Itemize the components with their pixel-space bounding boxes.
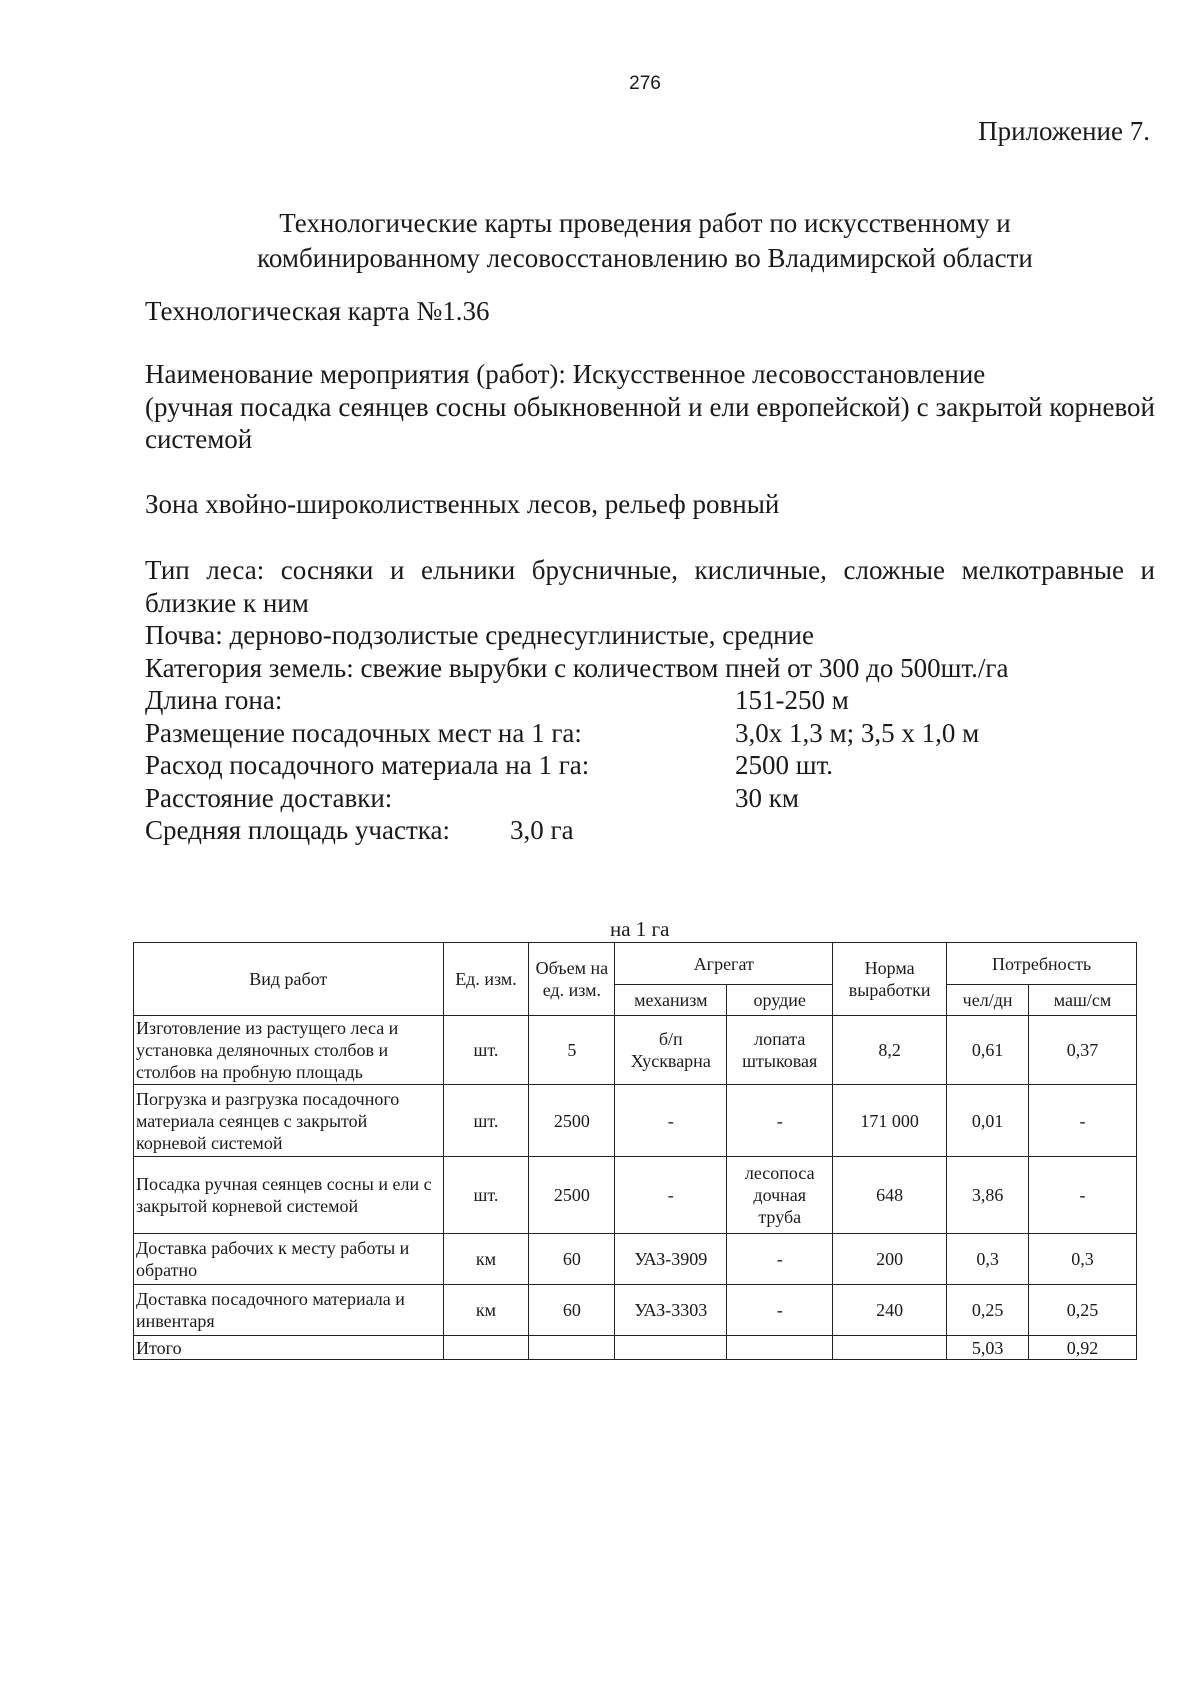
table-row <box>134 1285 1137 1336</box>
param-value: 3,0х 1,3 м; 3,5 х 1,0 м <box>735 717 980 748</box>
param-row <box>145 684 1155 717</box>
cell-norm: 8,2 <box>833 1016 947 1085</box>
header-man-days: чел/дн <box>947 985 1029 1016</box>
cell-total-label: Итого <box>134 1336 444 1360</box>
param-row <box>145 717 1155 750</box>
header-norm: Норма выработки <box>833 943 947 1016</box>
cell-volume: 2500 <box>529 1085 615 1157</box>
zone-text: Зона хвойно-широколиственных лесов, рельеф ровный <box>145 489 780 519</box>
header-aggregate: Агрегат <box>615 943 833 985</box>
table-caption: на 1 га <box>610 917 670 941</box>
param-value: 30 км <box>735 782 799 813</box>
cell-volume: 2500 <box>529 1157 615 1234</box>
cell-machine-shifts: - <box>1029 1085 1137 1157</box>
table-row <box>134 1085 1137 1157</box>
cell-man-days: 0,01 <box>947 1085 1029 1157</box>
cell-unit: км <box>443 1234 529 1285</box>
cell-work: Погрузка и разгрузка посадочного материала сеянцев с закрытой корневой системой <box>134 1085 444 1157</box>
cell-norm: 240 <box>833 1285 947 1336</box>
appendix-label: Приложение 7. <box>978 116 1150 146</box>
cell-empty <box>833 1336 947 1360</box>
cell-mechanism: - <box>615 1085 727 1157</box>
forest-type: Тип леса: сосняки и ельники брусничные, кисличные, сложные мелкотравные и близкие к ним <box>145 555 1155 618</box>
cell-mechanism: УАЗ-3909 <box>615 1234 727 1285</box>
cell-norm: 200 <box>833 1234 947 1285</box>
cell-tool: - <box>727 1234 833 1285</box>
cell-machine-shifts: 0,3 <box>1029 1234 1137 1285</box>
area-label: Средняя площадь участка: <box>145 815 450 845</box>
cell-machine-shifts: 0,25 <box>1029 1285 1137 1336</box>
cell-tool: - <box>727 1285 833 1336</box>
cell-mechanism: - <box>615 1157 727 1234</box>
measure-line: (ручная посадка сеянцев сосны обыкновенной и ели европейской) с закрытой корневой системой <box>145 391 1155 454</box>
document-title <box>130 206 1160 276</box>
soil: Почва: дерново-подзолистые среднесуглинистые, средние <box>145 620 814 650</box>
cell-work: Изготовление из растущего леса и установка деляночных столбов и столбов на пробную площадь <box>134 1016 444 1085</box>
cell-unit: шт. <box>443 1085 529 1157</box>
header-mechanism: механизм <box>615 985 727 1016</box>
cell-total-machine-shifts: 0,92 <box>1029 1336 1137 1360</box>
table-row <box>134 1157 1137 1234</box>
cell-empty <box>529 1336 615 1360</box>
land-category: Категория земель: свежие вырубки с количеством пней от 300 до 500шт./га <box>145 652 1009 683</box>
param-value: 2500 шт. <box>735 750 834 780</box>
param-label: Расстояние доставки: <box>145 782 393 813</box>
title-line: Технологические карты проведения работ по искусственному и <box>279 208 1011 238</box>
cell-man-days: 0,61 <box>947 1016 1029 1085</box>
cell-man-days: 3,86 <box>947 1157 1029 1234</box>
title-line: комбинированному лесовосстановлению во Владимирской области <box>257 243 1033 273</box>
cell-tool: лопата штыковая <box>727 1016 833 1085</box>
area-value: 3,0 га <box>510 815 574 845</box>
header-tool: орудие <box>727 985 833 1016</box>
cell-man-days: 0,3 <box>947 1234 1029 1285</box>
cell-empty <box>615 1336 727 1360</box>
cell-volume: 5 <box>529 1016 615 1085</box>
cell-total-man-days: 5,03 <box>947 1336 1029 1360</box>
cell-norm: 171 000 <box>833 1085 947 1157</box>
cell-mechanism: б/п Хускварна <box>615 1016 727 1085</box>
parameters-block <box>145 554 1155 847</box>
param-label: Размещение посадочных мест на 1 га: <box>145 717 582 748</box>
total-row <box>134 1336 1137 1360</box>
card-number: Технологическая карта №1.36 <box>145 296 490 326</box>
cell-tool: лесопоса дочная труба <box>727 1157 833 1234</box>
param-row <box>145 749 1155 782</box>
cell-machine-shifts: 0,37 <box>1029 1016 1137 1085</box>
param-label: Расход посадочного материала на 1 га: <box>145 750 590 780</box>
header-unit: Ед. изм. <box>443 943 529 1016</box>
header-need: Потребность <box>947 943 1137 985</box>
cell-empty <box>727 1336 833 1360</box>
works-table <box>133 942 1137 1360</box>
param-value: 151-250 м <box>735 685 849 715</box>
cell-volume: 60 <box>529 1234 615 1285</box>
page-number: 276 <box>629 73 661 94</box>
header-machine-shifts: маш/см <box>1029 985 1137 1016</box>
cell-work: Доставка посадочного материала и инвентаря <box>134 1285 444 1336</box>
param-row <box>145 782 1155 815</box>
header-work: Вид работ <box>134 943 444 1016</box>
measure-name <box>145 358 1155 456</box>
measure-line: Наименование мероприятия (работ): Искусственное лесовосстановление <box>145 359 986 389</box>
cell-mechanism: УАЗ-3303 <box>615 1285 727 1336</box>
cell-unit: шт. <box>443 1016 529 1085</box>
cell-tool: - <box>727 1085 833 1157</box>
param-label: Длина гона: <box>145 685 283 715</box>
cell-work: Доставка рабочих к месту работы и обратно <box>134 1234 444 1285</box>
cell-norm: 648 <box>833 1157 947 1234</box>
cell-work: Посадка ручная сеянцев сосны и ели с закрытой корневой системой <box>134 1157 444 1234</box>
table-row <box>134 1016 1137 1085</box>
cell-unit: шт. <box>443 1157 529 1234</box>
cell-machine-shifts: - <box>1029 1157 1137 1234</box>
cell-volume: 60 <box>529 1285 615 1336</box>
header-volume: Объем на ед. изм. <box>529 943 615 1016</box>
table-row <box>134 1234 1137 1285</box>
cell-unit: км <box>443 1285 529 1336</box>
area-row <box>145 814 1155 847</box>
cell-man-days: 0,25 <box>947 1285 1029 1336</box>
cell-empty <box>443 1336 529 1360</box>
